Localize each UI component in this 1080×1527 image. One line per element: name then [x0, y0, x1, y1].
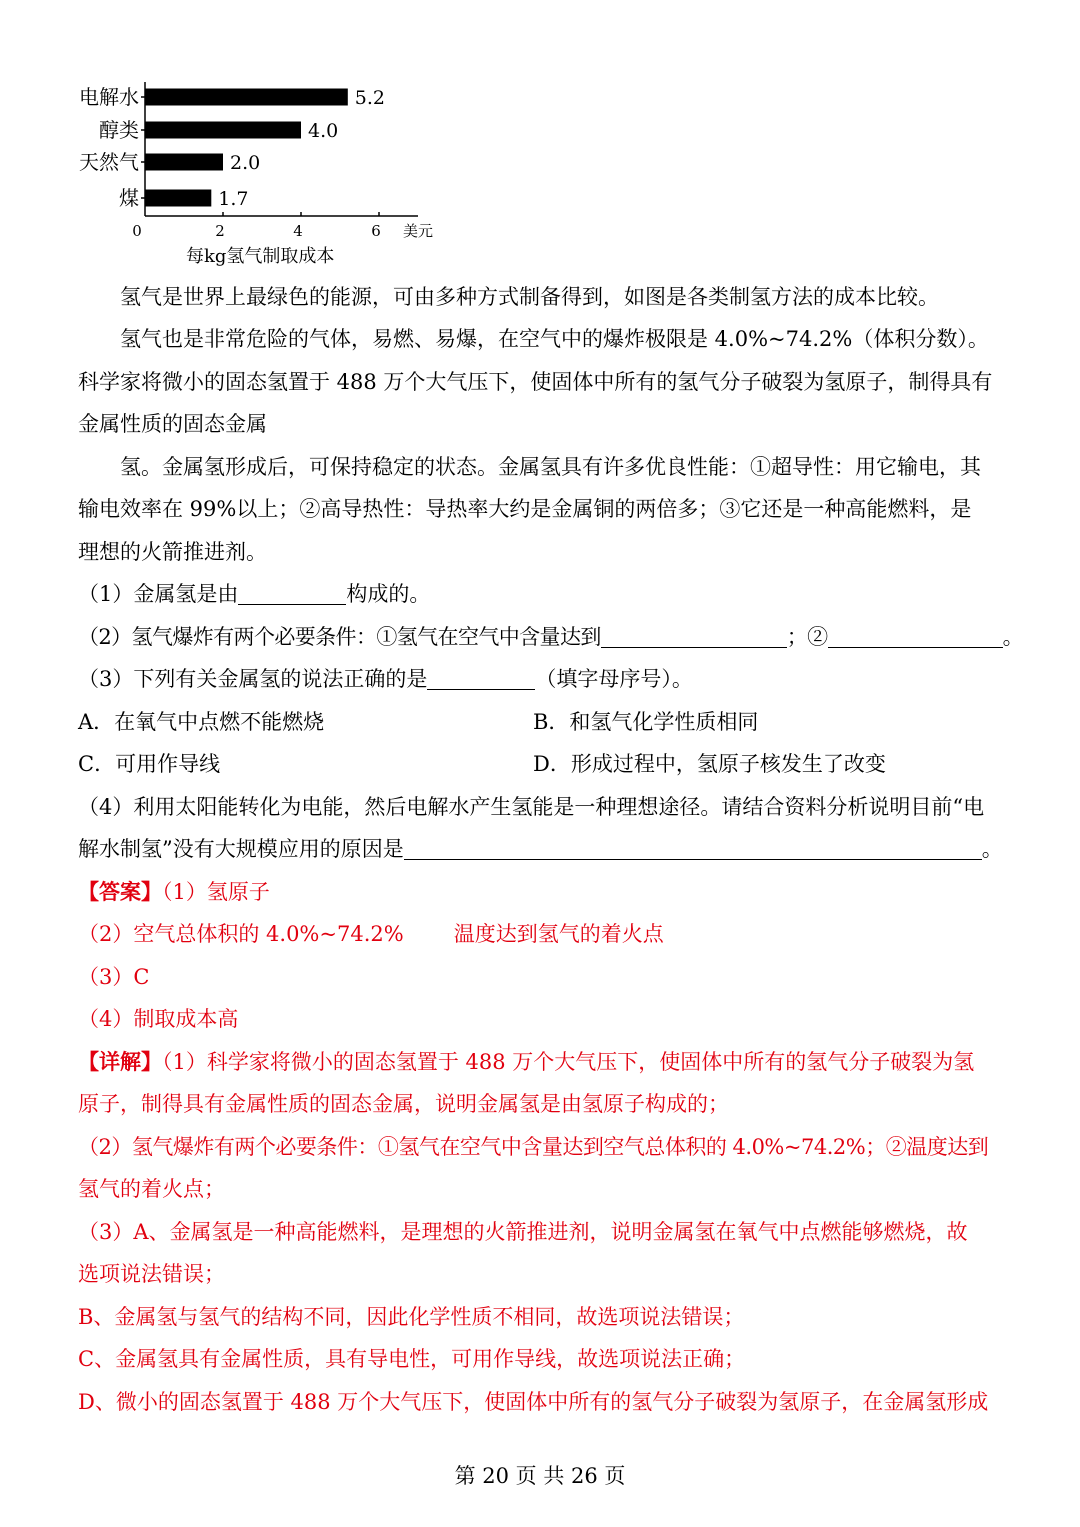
value-label: 4.0 — [308, 120, 339, 142]
answer-blank-1[interactable] — [238, 582, 346, 605]
answer-blank-2a[interactable] — [601, 625, 787, 648]
para-3-line-2: 输电效率在 99%以上；②高导热性：导热率大约是金属铜的两倍多；③它还是一种高能燃料，是 — [78, 497, 972, 521]
question-4-suffix: 。 — [981, 837, 1003, 861]
question-4-line-1: （4）利用太阳能转化为电能，然后电解水产生氢能是一种理想途径。请结合资料分析说明目前“电 — [78, 795, 985, 819]
question-2-prefix: （2）氢气爆炸有两个必要条件：①氢气在空气中含量达到 — [78, 625, 601, 649]
value-label: 1.7 — [218, 188, 249, 210]
x-tick-label: 0 — [132, 222, 142, 240]
answer-blank-4[interactable] — [404, 837, 982, 860]
detail-line-1 — [78, 1047, 1008, 1077]
answer-1: （1）氢原子 — [162, 880, 270, 904]
answer-blank-3[interactable] — [427, 667, 535, 690]
para-1: 氢气是世界上最绿色的能源，可由多种方式制备得到，如图是各类制氢方法的成本比较。 — [120, 285, 939, 309]
question-4-line-2 — [78, 834, 1008, 864]
x-tick-label: 4 — [293, 222, 303, 240]
option-d[interactable]: D．形成过程中，氢原子核发生了改变 — [533, 752, 886, 776]
detail-line-3: （2）氢气爆炸有两个必要条件：①氢气在空气中含量达到空气总体积的 4.0%~74.2%；②温度达到 — [78, 1135, 989, 1159]
question-1 — [78, 579, 1008, 609]
question-3-suffix: （填字母序号）。 — [535, 667, 693, 691]
detail-line-6: 选项说法错误； — [78, 1262, 225, 1286]
detail-line-9: D、微小的固态氢置于 488 万个大气压下，使固体中所有的氢气分子破裂为氢原子，在金属氢形成 — [78, 1390, 989, 1414]
question-1-prefix: （1）金属氢是由 — [78, 582, 239, 606]
detail-line-7: B、金属氢与氢气的结构不同，因此化学性质不相同，故选项说法错误； — [78, 1305, 745, 1329]
options-row-2 — [78, 749, 1008, 779]
x-axis-label: 每kg氢气制取成本 — [186, 246, 335, 267]
para-3-line-3: 理想的火箭推进剂。 — [78, 540, 267, 564]
bar — [145, 154, 223, 171]
category-label: 电解水 — [79, 85, 139, 109]
question-2-mid: ；② — [786, 625, 828, 649]
para-2-line-3: 金属性质的固态金属 — [78, 412, 267, 436]
x-unit: 美元 — [403, 222, 434, 240]
chart-svg — [70, 78, 470, 273]
detail-line-8: C、金属氢具有金属性质，具有导电性，可用作导线，故选项说法正确； — [78, 1347, 746, 1371]
option-c[interactable]: C．可用作导线 — [78, 752, 221, 776]
answer-2a: （2）空气总体积的 4.0%~74.2% — [78, 922, 404, 946]
detail-line-5: （3）A、金属氢是一种高能燃料，是理想的火箭推进剂，说明金属氢在氧气中点燃能够燃烧，故 — [78, 1220, 968, 1244]
value-label: 2.0 — [230, 152, 261, 174]
detail-1a: （1）科学家将微小的固态氢置于 488 万个大气压下，使固体中所有的氢气分子破裂为氢 — [162, 1050, 975, 1074]
option-a[interactable]: A．在氧气中点燃不能燃烧 — [78, 710, 325, 734]
question-1-suffix: 构成的。 — [346, 582, 431, 606]
question-3-prefix: （3）下列有关金属氢的说法正确的是 — [78, 667, 428, 691]
detail-line-2: 原子，制得具有金属性质的固态金属，说明金属氢是由氢原子构成的； — [78, 1092, 729, 1116]
category-label: 醇类 — [99, 118, 139, 142]
answer-2b: 温度达到氢气的着火点 — [453, 922, 664, 946]
detail-tag: 【详解】 — [78, 1049, 162, 1074]
bar — [145, 122, 301, 139]
answer-blank-2b[interactable] — [828, 625, 1003, 648]
question-4-prefix: 解水制氢”没有大规模应用的原因是 — [78, 837, 404, 861]
page-footer: 第 20 页 共 26 页 — [454, 1464, 626, 1488]
para-2-line-2: 科学家将微小的固态氢置于 488 万个大气压下，使固体中所有的氢气分子破裂为氢原子，制得具有 — [78, 370, 993, 394]
bar — [145, 89, 348, 106]
x-tick-label: 2 — [215, 222, 225, 240]
x-tick-label: 6 — [371, 222, 381, 240]
cost-bar-chart — [70, 78, 470, 273]
question-3 — [78, 664, 1008, 694]
answer-line-1 — [78, 877, 1008, 907]
value-label: 5.2 — [354, 87, 386, 109]
para-2-line-1: 氢气也是非常危险的气体，易燃、易爆，在空气中的爆炸极限是 4.0%~74.2%（体积分数）。 — [120, 327, 989, 351]
answer-3: （3）C — [78, 965, 150, 989]
question-2-suffix: 。 — [1002, 625, 1023, 649]
detail-line-4: 氢气的着火点； — [78, 1177, 225, 1201]
option-b[interactable]: B．和氢气化学性质相同 — [533, 710, 759, 734]
answer-tag: 【答案】 — [78, 879, 162, 904]
para-3-line-1: 氢。金属氢形成后，可保持稳定的状态。金属氢具有许多优良性能：①超导性：用它输电，其 — [120, 455, 981, 479]
answer-line-2 — [78, 919, 1008, 949]
category-label: 煤 — [119, 186, 139, 210]
options-row-1 — [78, 707, 1008, 737]
bar — [145, 190, 211, 207]
question-2 — [78, 622, 1023, 652]
category-label: 天然气 — [79, 150, 139, 174]
answer-4: （4）制取成本高 — [78, 1007, 239, 1031]
